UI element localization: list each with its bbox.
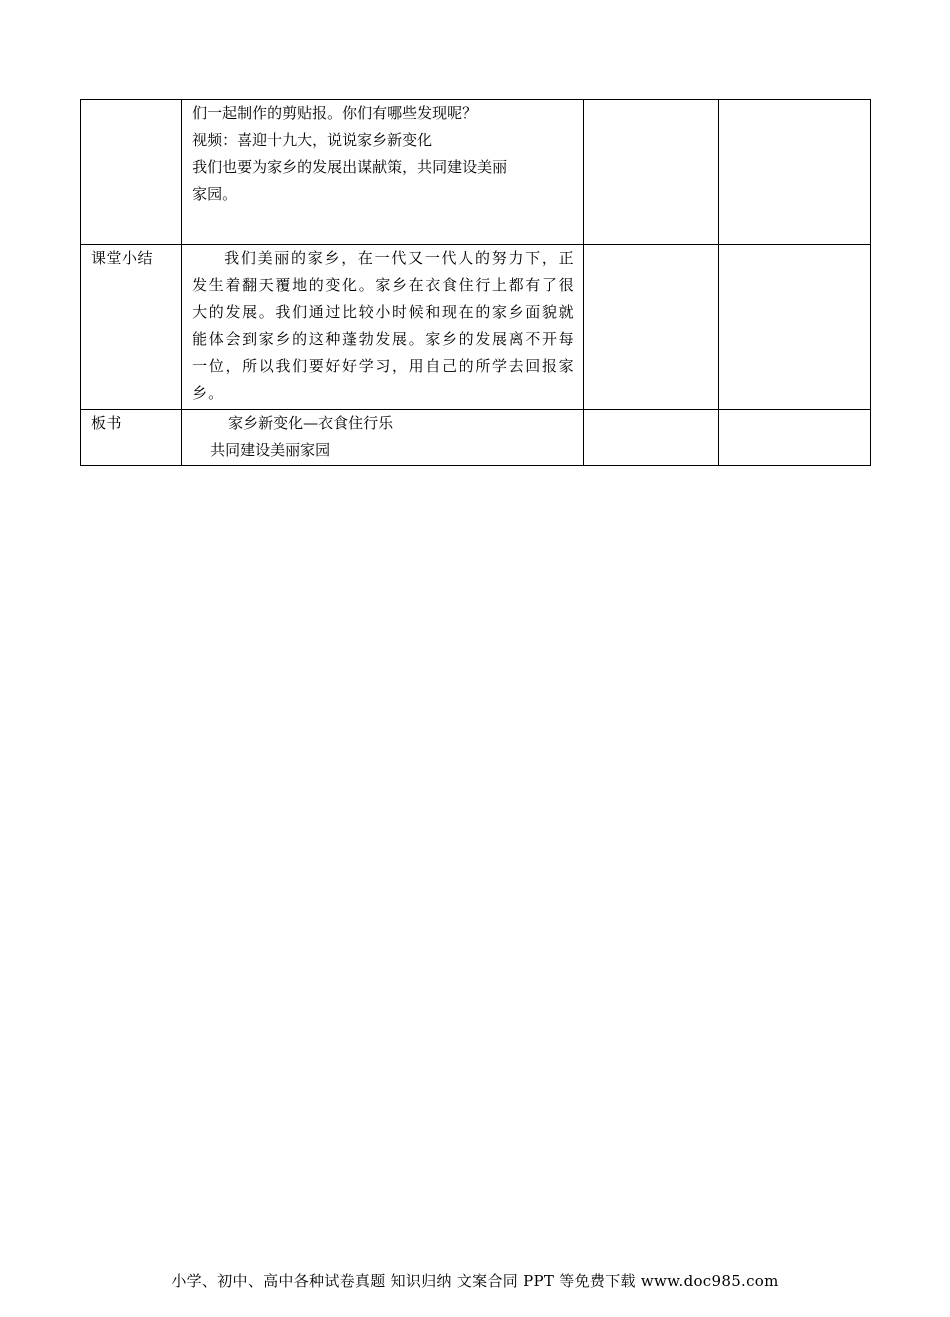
board-line: 共同建设美丽家园 (210, 441, 331, 459)
page-footer: 小学、初中、高中各种试卷真题 知识归纳 文案合同 PPT 等免费下载 www.doc985.com (171, 1272, 779, 1290)
lesson-plan-table (80, 99, 871, 466)
content-line: 我们也要为家乡的发展出谋献策，共同建设美丽 (192, 158, 508, 176)
row-label-cell: 课堂小结 (81, 245, 182, 410)
content-line: 们一起制作的剪贴报。你们有哪些发现呢？ (192, 104, 478, 122)
board-line: 家乡新变化—衣食住行乐 (228, 414, 394, 432)
empty-cell (718, 245, 870, 410)
summary-cell (182, 245, 584, 410)
row-label-cell (81, 100, 182, 245)
empty-cell (583, 100, 718, 245)
empty-cell (583, 245, 718, 410)
content-cell (182, 100, 584, 245)
summary-paragraph: 我们美丽的家乡，在一代又一代人的努力下，正发生着翻天覆地的变化。家乡在衣食住行上都有了很大的发展。我们通过比较小时候和现在的家乡面貌就能体会到家乡的这种蓬勃发展。家乡的发展离不开每一位，所以我们要好好学习，用自己的所学去回报家乡。 (192, 249, 575, 402)
table-row (81, 245, 871, 410)
empty-cell (718, 410, 870, 466)
empty-cell (718, 100, 870, 245)
table-row (81, 100, 871, 245)
row-label-cell: 板书 (81, 410, 182, 466)
empty-cell (583, 410, 718, 466)
board-cell (182, 410, 584, 466)
table-row (81, 410, 871, 466)
content-line: 视频：喜迎十九大，说说家乡新变化 (192, 131, 433, 149)
content-line: 家园。 (192, 185, 238, 203)
